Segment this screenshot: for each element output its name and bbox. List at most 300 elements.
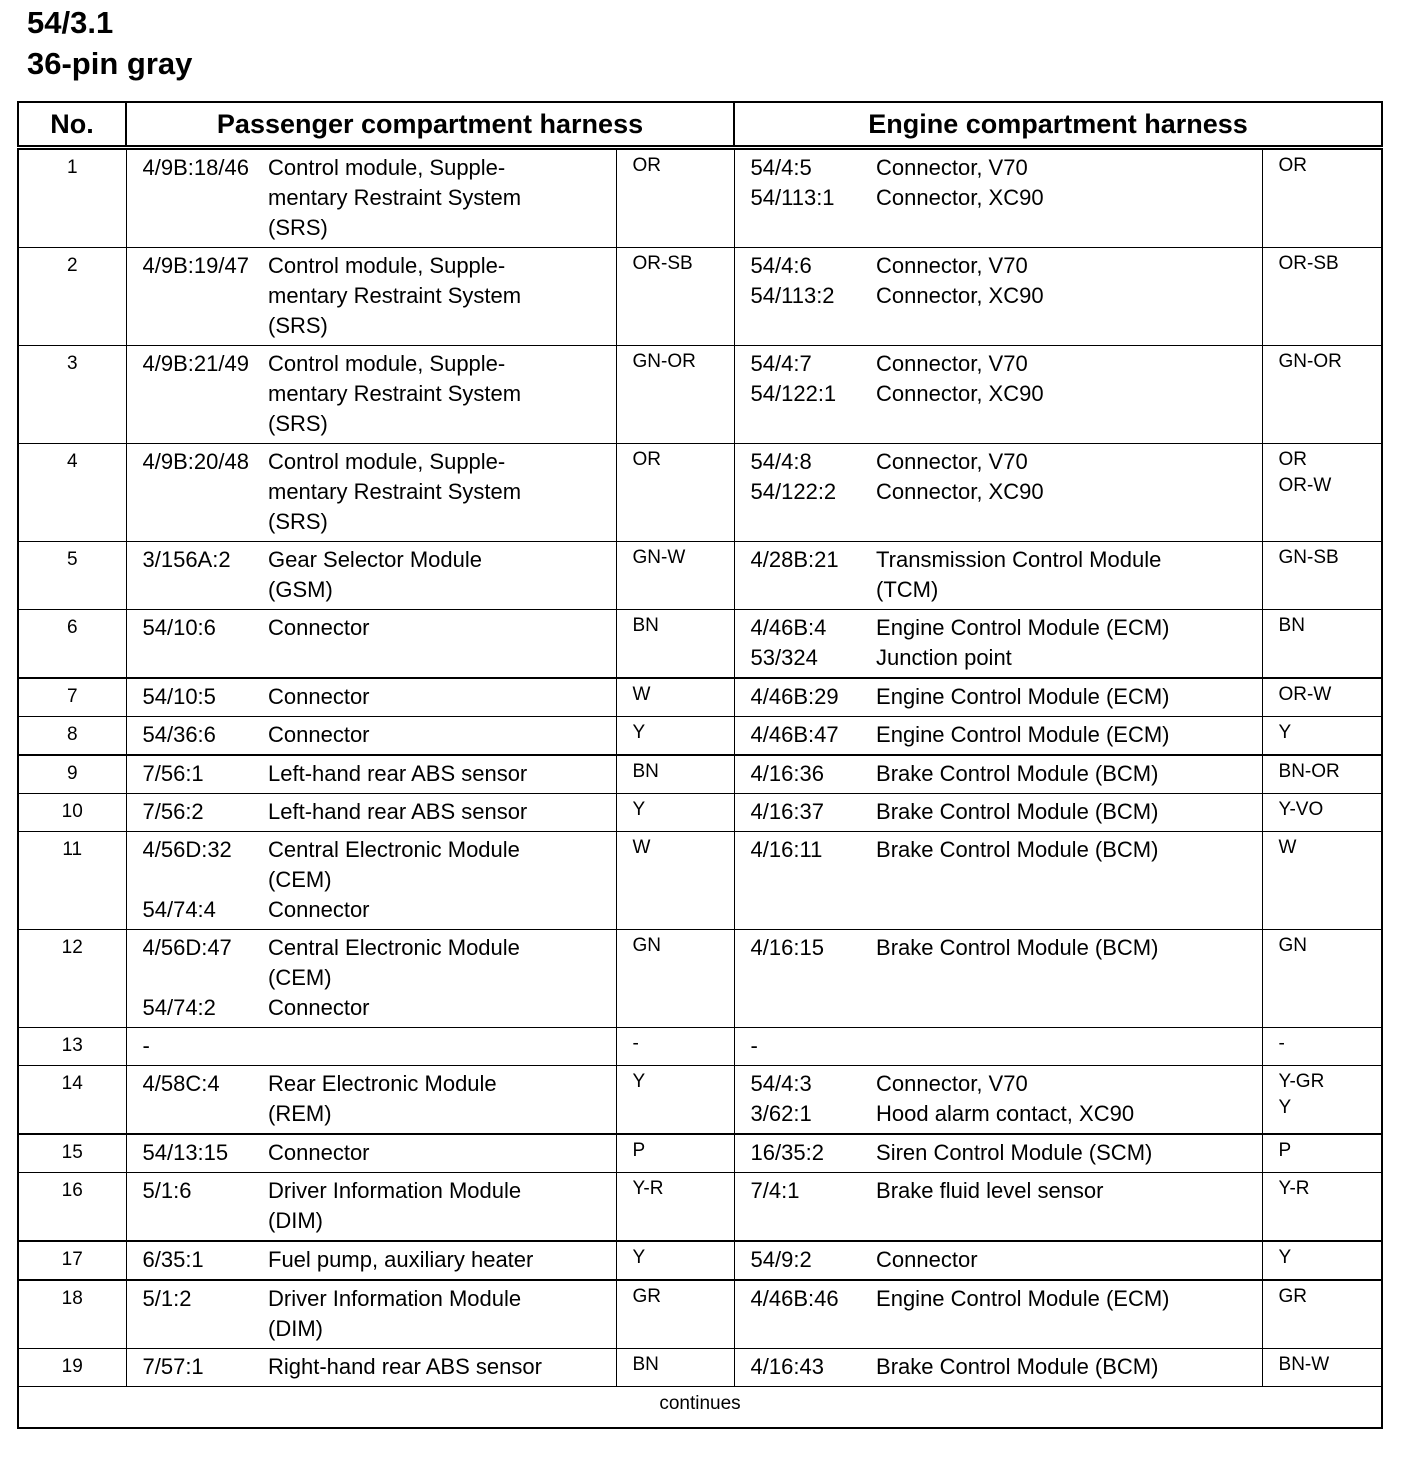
passenger-component-id	[126, 1173, 268, 1242]
engine-wire-color-line: Y	[1278, 1097, 1292, 1118]
passenger-wire-color	[616, 610, 734, 679]
passenger-wire-color	[616, 755, 734, 794]
engine-component-id	[734, 755, 876, 794]
passenger-component-desc-line: Connector	[268, 995, 370, 1020]
passenger-component-id	[126, 1349, 268, 1387]
passenger-component-id	[126, 542, 268, 610]
passenger-component-id-line: 7/57:1	[142, 1354, 204, 1379]
engine-component-desc-line: Connector, V70	[876, 351, 1028, 376]
passenger-component-id	[126, 148, 268, 248]
pin-assignment-table	[17, 101, 1383, 1429]
passenger-component-id-line: 4/56D:47	[142, 935, 232, 960]
passenger-component-desc-line: (SRS)	[268, 313, 328, 338]
passenger-component-desc	[268, 346, 616, 444]
table-row	[18, 1173, 1382, 1242]
engine-component-desc-line: Brake Control Module (BCM)	[876, 1354, 1159, 1379]
passenger-wire-color	[616, 1241, 734, 1280]
passenger-component-desc	[268, 1173, 616, 1242]
passenger-component-desc	[268, 610, 616, 679]
passenger-component-desc-line: Connector	[268, 1140, 370, 1165]
engine-component-desc	[876, 1028, 1262, 1066]
engine-component-desc-line: Connector, V70	[876, 449, 1028, 474]
engine-component-id	[734, 1134, 876, 1173]
passenger-component-desc-line	[268, 1031, 616, 1061]
pin-number: 7	[18, 678, 126, 717]
passenger-wire-color-line: -	[632, 1033, 639, 1054]
passenger-wire-color	[616, 542, 734, 610]
header-no: No.	[18, 102, 126, 148]
table-row	[18, 1134, 1382, 1173]
engine-component-desc	[876, 755, 1262, 794]
passenger-component-id-line: 7/56:2	[142, 799, 204, 824]
pin-number: 3	[18, 346, 126, 444]
passenger-component-desc-line: Left-hand rear ABS sensor	[268, 799, 528, 824]
engine-component-desc	[876, 444, 1262, 542]
passenger-component-id-line	[143, 963, 269, 993]
engine-component-id-line: 54/4:3	[750, 1071, 812, 1096]
engine-component-id-line: 4/46B:29	[750, 684, 839, 709]
pin-number: 16	[18, 1173, 126, 1242]
passenger-wire-color-line: Y	[632, 799, 646, 820]
pin-number: 14	[18, 1066, 126, 1135]
passenger-component-desc-line: (SRS)	[268, 215, 328, 240]
engine-wire-color	[1262, 610, 1382, 679]
table-row	[18, 148, 1382, 248]
passenger-component-desc-line: Driver Information Module	[268, 1178, 522, 1203]
passenger-wire-color	[616, 1134, 734, 1173]
engine-component-desc-line: Brake Control Module (BCM)	[876, 837, 1159, 862]
engine-component-id	[734, 542, 876, 610]
engine-wire-color	[1262, 346, 1382, 444]
engine-component-id-line: 4/16:43	[750, 1354, 824, 1379]
engine-wire-color-line: Y-GR	[1278, 1071, 1325, 1092]
table-row	[18, 444, 1382, 542]
engine-component-desc	[876, 248, 1262, 346]
table-row	[18, 832, 1382, 930]
table-row	[18, 1280, 1382, 1349]
engine-component-desc	[876, 930, 1262, 1028]
passenger-component-desc-line: mentary Restraint System	[268, 283, 522, 308]
engine-component-desc-line: Engine Control Module (ECM)	[876, 684, 1170, 709]
engine-component-id	[734, 148, 876, 248]
engine-component-desc-line: Connector, V70	[876, 155, 1028, 180]
engine-wire-color	[1262, 248, 1382, 346]
pin-number: 17	[18, 1241, 126, 1280]
engine-component-desc-line: Connector, XC90	[876, 185, 1044, 210]
passenger-component-desc	[268, 1280, 616, 1349]
pin-number: 19	[18, 1349, 126, 1387]
passenger-component-id	[126, 1028, 268, 1066]
pin-number: 12	[18, 930, 126, 1028]
engine-wire-color	[1262, 1241, 1382, 1280]
engine-wire-color-line: OR	[1278, 449, 1308, 470]
engine-component-id	[734, 930, 876, 1028]
passenger-component-desc-line: (CEM)	[268, 867, 332, 892]
passenger-component-id-line: 54/74:4	[142, 897, 216, 922]
passenger-wire-color-line: OR	[632, 155, 661, 176]
engine-component-desc-line: Connector, XC90	[876, 283, 1044, 308]
pin-number: 11	[18, 832, 126, 930]
engine-component-id	[734, 1028, 876, 1066]
passenger-component-desc-line: Control module, Supple-	[268, 351, 506, 376]
header-engine-harness: Engine compartment harness	[734, 102, 1382, 148]
engine-component-id	[734, 346, 876, 444]
engine-component-id-line: 4/16:11	[750, 837, 823, 862]
engine-wire-color	[1262, 542, 1382, 610]
engine-component-id	[734, 1349, 876, 1387]
passenger-component-desc-line: Central Electronic Module	[268, 837, 520, 862]
passenger-wire-color-line: W	[632, 684, 651, 705]
pin-number: 13	[18, 1028, 126, 1066]
passenger-component-id-line: 54/36:6	[142, 722, 216, 747]
engine-wire-color	[1262, 148, 1382, 248]
passenger-component-desc-line: Left-hand rear ABS sensor	[268, 761, 528, 786]
engine-wire-color-line: Y-R	[1278, 1178, 1310, 1199]
engine-component-id-line: 54/4:8	[750, 449, 812, 474]
passenger-component-desc-line: Connector	[268, 615, 370, 640]
passenger-component-id	[126, 832, 268, 930]
engine-component-id	[734, 1173, 876, 1242]
passenger-component-desc	[268, 717, 616, 756]
passenger-component-desc	[268, 1028, 616, 1066]
engine-component-desc-line: Transmission Control Module	[876, 547, 1162, 572]
passenger-component-id	[126, 717, 268, 756]
passenger-component-desc	[268, 832, 616, 930]
engine-wire-color	[1262, 1173, 1382, 1242]
engine-component-id	[734, 794, 876, 832]
passenger-component-desc-line: Gear Selector Module	[268, 547, 482, 572]
engine-component-id-line: 4/46B:47	[750, 722, 839, 747]
engine-component-id-line: 4/46B:4	[750, 615, 827, 640]
passenger-component-desc-line: Central Electronic Module	[268, 935, 520, 960]
passenger-component-id-line: 3/156A:2	[142, 547, 231, 572]
header-passenger-harness: Passenger compartment harness	[126, 102, 734, 148]
engine-component-id-line: 53/324	[750, 645, 818, 670]
passenger-component-desc-line: Fuel pump, auxiliary heater	[268, 1247, 534, 1272]
passenger-component-id-line: 4/9B:19/47	[142, 253, 249, 278]
engine-component-desc-line: Hood alarm contact, XC90	[876, 1101, 1135, 1126]
passenger-wire-color-line: Y	[632, 1247, 646, 1268]
passenger-wire-color	[616, 1349, 734, 1387]
passenger-wire-color-line: P	[632, 1140, 646, 1161]
engine-component-id-line: 54/4:7	[750, 351, 812, 376]
passenger-component-id-line: -	[142, 1033, 150, 1058]
engine-wire-color	[1262, 755, 1382, 794]
passenger-component-desc-line: Connector	[268, 897, 370, 922]
pin-number: 2	[18, 248, 126, 346]
engine-component-desc	[876, 1349, 1262, 1387]
passenger-component-id	[126, 444, 268, 542]
passenger-component-desc	[268, 248, 616, 346]
table-row	[18, 542, 1382, 610]
passenger-component-id	[126, 794, 268, 832]
passenger-wire-color-line: Y-R	[632, 1178, 664, 1199]
engine-wire-color-line: GN-SB	[1278, 547, 1339, 568]
passenger-component-desc-line: mentary Restraint System	[268, 479, 522, 504]
passenger-component-desc-line: Connector	[268, 722, 370, 747]
passenger-component-desc	[268, 444, 616, 542]
passenger-wire-color-line: BN	[632, 761, 659, 782]
engine-component-desc-line	[876, 1031, 1262, 1061]
engine-component-desc	[876, 678, 1262, 717]
passenger-component-id	[126, 1280, 268, 1349]
engine-component-id-line: 54/113:2	[750, 283, 835, 308]
passenger-wire-color-line: Y	[632, 722, 646, 743]
engine-component-desc	[876, 542, 1262, 610]
passenger-component-id	[126, 1241, 268, 1280]
engine-component-desc	[876, 1241, 1262, 1280]
engine-component-desc-line: Connector, XC90	[876, 479, 1044, 504]
table-row	[18, 610, 1382, 679]
engine-component-id	[734, 717, 876, 756]
passenger-component-desc-line: Right-hand rear ABS sensor	[268, 1354, 542, 1379]
engine-component-id-line: 4/46B:46	[750, 1286, 839, 1311]
passenger-component-desc	[268, 755, 616, 794]
engine-wire-color-line: OR-W	[1278, 684, 1332, 705]
passenger-component-desc-line: mentary Restraint System	[268, 185, 522, 210]
engine-wire-color-line: OR-W	[1278, 475, 1332, 496]
pin-number: 8	[18, 717, 126, 756]
passenger-wire-color	[616, 444, 734, 542]
passenger-component-desc-line: (REM)	[268, 1101, 332, 1126]
passenger-wire-color-line: GN-W	[632, 547, 686, 568]
engine-component-id-line: 54/122:1	[750, 381, 837, 406]
passenger-component-id-line: 54/74:2	[142, 995, 216, 1020]
passenger-wire-color	[616, 248, 734, 346]
passenger-wire-color-line: GN-OR	[632, 351, 696, 372]
engine-component-desc-line: Connector, V70	[876, 1071, 1028, 1096]
passenger-wire-color	[616, 930, 734, 1028]
passenger-wire-color	[616, 678, 734, 717]
passenger-component-id-line: 6/35:1	[142, 1247, 204, 1272]
engine-component-id-line: 54/122:2	[750, 479, 837, 504]
table-row	[18, 717, 1382, 756]
table-row	[18, 346, 1382, 444]
engine-wire-color-line: P	[1278, 1140, 1292, 1161]
passenger-wire-color	[616, 346, 734, 444]
engine-wire-color	[1262, 1349, 1382, 1387]
passenger-component-desc	[268, 930, 616, 1028]
table-row	[18, 930, 1382, 1028]
engine-wire-color	[1262, 1066, 1382, 1135]
passenger-component-desc-line: (CEM)	[268, 965, 332, 990]
table-body	[18, 148, 1382, 1387]
passenger-wire-color-line: OR	[632, 449, 661, 470]
engine-component-id	[734, 444, 876, 542]
passenger-component-desc-line: (SRS)	[268, 411, 328, 436]
passenger-component-id	[126, 1066, 268, 1135]
engine-wire-color-line: BN	[1278, 615, 1305, 636]
passenger-component-desc-line: Control module, Supple-	[268, 253, 506, 278]
passenger-component-desc-line: mentary Restraint System	[268, 381, 522, 406]
passenger-wire-color	[616, 1280, 734, 1349]
engine-wire-color	[1262, 832, 1382, 930]
engine-component-desc	[876, 1173, 1262, 1242]
passenger-wire-color-line: GR	[632, 1286, 661, 1307]
engine-component-desc	[876, 1134, 1262, 1173]
passenger-component-desc	[268, 1134, 616, 1173]
connector-id-title: 54/3.1	[27, 5, 114, 40]
pin-number: 10	[18, 794, 126, 832]
engine-component-desc-line: Connector, V70	[876, 253, 1028, 278]
passenger-component-id-line	[143, 865, 269, 895]
pin-number: 6	[18, 610, 126, 679]
passenger-component-desc	[268, 678, 616, 717]
passenger-wire-color	[616, 794, 734, 832]
pin-number: 1	[18, 148, 126, 248]
engine-wire-color-line: BN-W	[1278, 1354, 1330, 1375]
engine-component-desc	[876, 1066, 1262, 1135]
engine-component-id-line: -	[750, 1033, 758, 1058]
engine-wire-color-line: BN-OR	[1278, 761, 1340, 782]
passenger-wire-color	[616, 1066, 734, 1135]
table-row	[18, 678, 1382, 717]
passenger-wire-color-line: OR-SB	[632, 253, 693, 274]
passenger-component-id	[126, 678, 268, 717]
engine-component-desc-line: (TCM)	[876, 577, 939, 602]
engine-wire-color	[1262, 1134, 1382, 1173]
engine-component-desc	[876, 1280, 1262, 1349]
passenger-component-id-line: 4/9B:18/46	[142, 155, 249, 180]
engine-component-desc-line: Brake Control Module (BCM)	[876, 935, 1159, 960]
passenger-component-desc	[268, 1241, 616, 1280]
passenger-wire-color	[616, 832, 734, 930]
passenger-component-id	[126, 610, 268, 679]
passenger-component-id-line: 4/9B:20/48	[142, 449, 249, 474]
passenger-component-desc-line: Driver Information Module	[268, 1286, 522, 1311]
engine-component-desc	[876, 717, 1262, 756]
passenger-component-desc	[268, 542, 616, 610]
engine-wire-color-line: Y-VO	[1278, 799, 1324, 820]
passenger-component-id-line: 54/13:15	[142, 1140, 229, 1165]
engine-component-desc-line: Engine Control Module (ECM)	[876, 615, 1170, 640]
pin-number: 4	[18, 444, 126, 542]
engine-component-desc-line: Engine Control Module (ECM)	[876, 1286, 1170, 1311]
pin-number: 15	[18, 1134, 126, 1173]
passenger-component-id-line: 5/1:6	[142, 1178, 192, 1203]
passenger-wire-color-line: Y	[632, 1071, 646, 1092]
engine-component-id-line: 4/16:37	[750, 799, 824, 824]
engine-wire-color-line: GN	[1278, 935, 1308, 956]
engine-component-desc	[876, 794, 1262, 832]
table-row	[18, 248, 1382, 346]
passenger-component-id-line: 5/1:2	[142, 1286, 192, 1311]
engine-component-id-line: 4/16:15	[750, 935, 824, 960]
engine-component-id-line: 4/28B:21	[750, 547, 839, 572]
passenger-component-desc-line: (DIM)	[268, 1208, 323, 1233]
engine-component-id	[734, 678, 876, 717]
engine-wire-color-line: GR	[1278, 1286, 1308, 1307]
passenger-component-desc	[268, 1349, 616, 1387]
passenger-component-id	[126, 346, 268, 444]
continues-note: continues	[18, 1387, 1382, 1429]
engine-component-id-line: 3/62:1	[750, 1101, 812, 1126]
engine-wire-color	[1262, 794, 1382, 832]
engine-component-desc-line: Engine Control Module (ECM)	[876, 722, 1170, 747]
passenger-component-desc-line: Control module, Supple-	[268, 449, 506, 474]
passenger-wire-color-line: BN	[632, 1354, 659, 1375]
engine-component-id-line: 54/4:5	[750, 155, 812, 180]
engine-component-id	[734, 248, 876, 346]
engine-wire-color	[1262, 678, 1382, 717]
passenger-component-id-line: 4/56D:32	[142, 837, 232, 862]
passenger-wire-color-line: GN	[632, 935, 661, 956]
engine-component-id-line: 16/35:2	[750, 1140, 824, 1165]
passenger-component-id-line: 54/10:6	[142, 615, 216, 640]
engine-wire-color-line: -	[1278, 1033, 1285, 1054]
engine-component-desc-line: Brake fluid level sensor	[876, 1178, 1104, 1203]
table-row	[18, 1349, 1382, 1387]
passenger-component-desc-line: Control module, Supple-	[268, 155, 506, 180]
engine-component-desc-line: Brake Control Module (BCM)	[876, 761, 1159, 786]
engine-wire-color	[1262, 444, 1382, 542]
engine-component-desc	[876, 148, 1262, 248]
engine-component-desc-line: Connector	[876, 1247, 978, 1272]
passenger-component-id	[126, 1134, 268, 1173]
engine-component-id-line: 54/113:1	[750, 185, 835, 210]
table-row	[18, 1066, 1382, 1135]
engine-component-desc-line: Siren Control Module (SCM)	[876, 1140, 1153, 1165]
engine-wire-color	[1262, 930, 1382, 1028]
engine-component-id-line: 54/9:2	[750, 1247, 812, 1272]
passenger-wire-color	[616, 1028, 734, 1066]
engine-component-desc	[876, 346, 1262, 444]
table-footer-row	[18, 1387, 1382, 1429]
engine-wire-color-line: GN-OR	[1278, 351, 1342, 372]
passenger-wire-color	[616, 1173, 734, 1242]
pin-number: 18	[18, 1280, 126, 1349]
engine-component-desc	[876, 832, 1262, 930]
passenger-wire-color	[616, 717, 734, 756]
passenger-component-desc-line: (DIM)	[268, 1316, 323, 1341]
passenger-component-desc-line: Connector	[268, 684, 370, 709]
engine-component-id-line: 4/16:36	[750, 761, 824, 786]
engine-wire-color-line: Y	[1278, 1247, 1292, 1268]
engine-component-id	[734, 610, 876, 679]
engine-component-desc-line: Connector, XC90	[876, 381, 1044, 406]
table-header-row	[18, 102, 1382, 148]
engine-component-id-line: 54/4:6	[750, 253, 812, 278]
engine-wire-color	[1262, 1280, 1382, 1349]
engine-component-desc-line: Junction point	[876, 645, 1012, 670]
passenger-component-id	[126, 248, 268, 346]
passenger-component-id-line: 4/58C:4	[142, 1071, 220, 1096]
connector-description-title: 36-pin gray	[27, 46, 193, 81]
passenger-wire-color	[616, 148, 734, 248]
passenger-component-desc-line: (SRS)	[268, 509, 328, 534]
table-row	[18, 1028, 1382, 1066]
engine-component-desc	[876, 610, 1262, 679]
table-row	[18, 1241, 1382, 1280]
engine-wire-color-line: OR	[1278, 155, 1308, 176]
passenger-component-desc-line: (GSM)	[268, 577, 333, 602]
passenger-component-id	[126, 930, 268, 1028]
engine-component-desc-line: Brake Control Module (BCM)	[876, 799, 1159, 824]
passenger-component-id-line: 4/9B:21/49	[142, 351, 249, 376]
passenger-component-desc	[268, 148, 616, 248]
table-row	[18, 755, 1382, 794]
passenger-component-desc	[268, 1066, 616, 1135]
table-row	[18, 794, 1382, 832]
engine-wire-color-line: Y	[1278, 722, 1292, 743]
passenger-component-id-line: 7/56:1	[142, 761, 204, 786]
passenger-component-desc-line: Rear Electronic Module	[268, 1071, 497, 1096]
pin-number: 5	[18, 542, 126, 610]
passenger-component-id	[126, 755, 268, 794]
passenger-component-desc	[268, 794, 616, 832]
engine-wire-color	[1262, 1028, 1382, 1066]
passenger-wire-color-line: W	[632, 837, 651, 858]
